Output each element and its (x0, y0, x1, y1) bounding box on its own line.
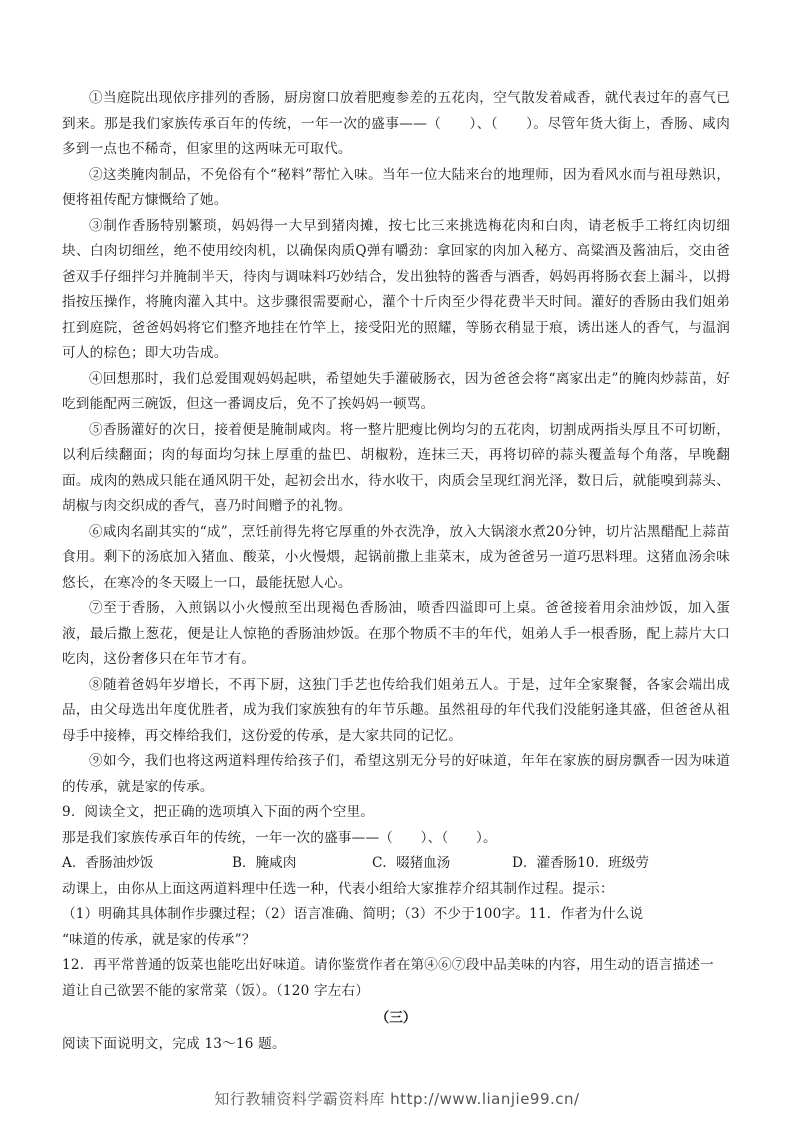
question-11-line: “味道的传承，就是家的传承”？ (62, 931, 256, 948)
section-intro: 阅读下面说明文，完成 13～16 题。 (62, 1035, 286, 1052)
paragraph-1: ①当庭院出现依序排列的香肠，厨房窗口放着肥瘦参差的五花肉，空气散发着咸香，就代表过年的喜气已到来。那是我们家族传承百年的传统，一年一次的盛事——（ ）、（ ）。尽管年货大街上，香肠、咸肉多到一点也不稀奇，但家里的这两味无可取代。 (62, 90, 730, 157)
question-9-stem: 9. 阅读全文，把正确的选项填入下面的两个空里。 (62, 804, 375, 820)
question-9-sentence: 那是我们家族传承百年的传统，一年一次的盛事——（ ）、（ ）。 (62, 829, 497, 846)
paragraph-2: ②这类腌肉制品，不免俗有个“秘料”帮忙入味。当年一位大陆来台的地理师，因为看风水而与祖母熟识，便将祖传配方慷慨给了她。 (62, 166, 730, 208)
question-10-line-1: 动课上，由你从上面这两道料理中任选一种，代表小组给大家推荐介绍其制作过程。提示： (62, 880, 614, 897)
footer-watermark: 知行教辅资料学霸资料库 http://www.lianjie99.cn/ (214, 1090, 580, 1108)
question-12-line-1: 12. 再平常普通的饭菜也能吃出好味道。请你鉴赏作者在第④⑥⑦段中品美味的内容，用生动的语言描述一 (62, 957, 714, 973)
paragraph-8: ⑧随着爸妈年岁增长，不再下厨，这独门手艺也传给我们姐弟五人。于是，过年全家聚餐，各家会端出成品，由父母选出年度优胜者，成为我们家族独有的年节乐趣。虽然祖母的年代我们没能躬逢其盛，但爸爸从祖母手中接棒，再交棒给我们，这份爱的传承，是大家共同的记忆。 (62, 676, 730, 744)
paragraph-4: ④回想那时，我们总爱围观妈妈起哄，希望她失手灌破肠衣，因为爸爸会将“离家出走”的腌肉炒蒜苗，好吃到能配两三碗饭，但这一番调皮后，免不了挨妈妈一顿骂。 (62, 370, 730, 412)
question-10-line-2: （1）明确其具体制作步骤过程；（2）语言准确、简明；（3）不少于100字。11．作者为什么说 (62, 906, 644, 922)
question-12-line-2: 道让自己欲罢不能的家常菜（饭）。（120 字左右） (62, 982, 370, 999)
section-title: （三） (375, 1010, 417, 1026)
question-9-options (62, 851, 730, 877)
option-d: D．灌香肠10．班级劳 (512, 855, 649, 871)
paragraph-3: ③制作香肠特别繁琐，妈妈得一大早到猪肉摊，按七比三来挑选梅花肉和白肉，请老板手工将红肉切细块、白肉切细丝，绝不使用绞肉机，以确保肉质Q弹有嚼劲：拿回家的肉加入秘方、高粱酒及酱油后，交由爸爸双手仔细拌匀并腌制半天，待肉与调味料巧妙结合，发出独特的酱香与酒香，妈妈再将肠衣套上漏斗，以拇指按压操作，将腌肉灌入其中。这步骤很需要耐心，灌个十斤肉至少得花费半天时间。灌好的香肠由我们姐弟扛到庭院，爸爸妈妈将它们整齐地挂在竹竿上，接受阳光的照耀，等肠衣稍显于痕，诱出迷人的香气，与温润可人的棕色；即大功告成。 (62, 217, 730, 361)
paragraph-6: ⑥咸肉名副其实的“成”，烹饪前得先将它厚重的外衣洗净，放入大锅滚水煮20分钟，切片沾黑醋配上蒜苗食用。剩下的汤底加入猪血、酸菜，小火慢煨，起锅前撒上韭菜末，成为爸爸另一道巧思料理。这猪血汤余味悠长，在寒冷的冬天啜上一口，最能抚慰人心。 (62, 523, 730, 591)
paragraph-7: ⑦至于香肠，入煎锅以小火慢煎至出现褐色香肠油，喷香四溢即可上桌。爸爸接着用余油炒饭，加入蛋液，最后撒上葱花，便是让人惊艳的香肠油炒饭。在那个物质不丰的年代，姐弟人手一根香肠，配上蒜片大口吃肉，这份奢侈只在年节才有。 (62, 600, 730, 667)
option-b: B．腌咸肉 (232, 855, 297, 871)
option-a: A．香肠油炒饭 (62, 855, 154, 871)
paragraph-5: ⑤香肠灌好的次日，接着便是腌制咸肉。将一整片肥瘦比例均匀的五花肉，切割成两指头厚且不可切断，以利后续翻面；肉的每面均匀抹上厚重的盐巴、胡椒粉，连抹三天，再将切碎的蒜头覆盖每个角落，早晚翻面。成肉的熟成只能在通风阴干处，起初会出水，待水收干，肉质会呈现红润光泽，数日后，就能嗅到蒜头、胡椒与肉交织成的香气，喜乃时间赠予的礼物。 (62, 421, 730, 514)
document-body (62, 86, 730, 1057)
option-c: C．啜猪血汤 (372, 855, 451, 871)
paragraph-9: ⑨如今，我们也将这两道料理传给孩子们，希望这别无分号的好味道，年年在家族的厨房飘香一因为味道的传承，就是家的传承。 (62, 753, 730, 795)
